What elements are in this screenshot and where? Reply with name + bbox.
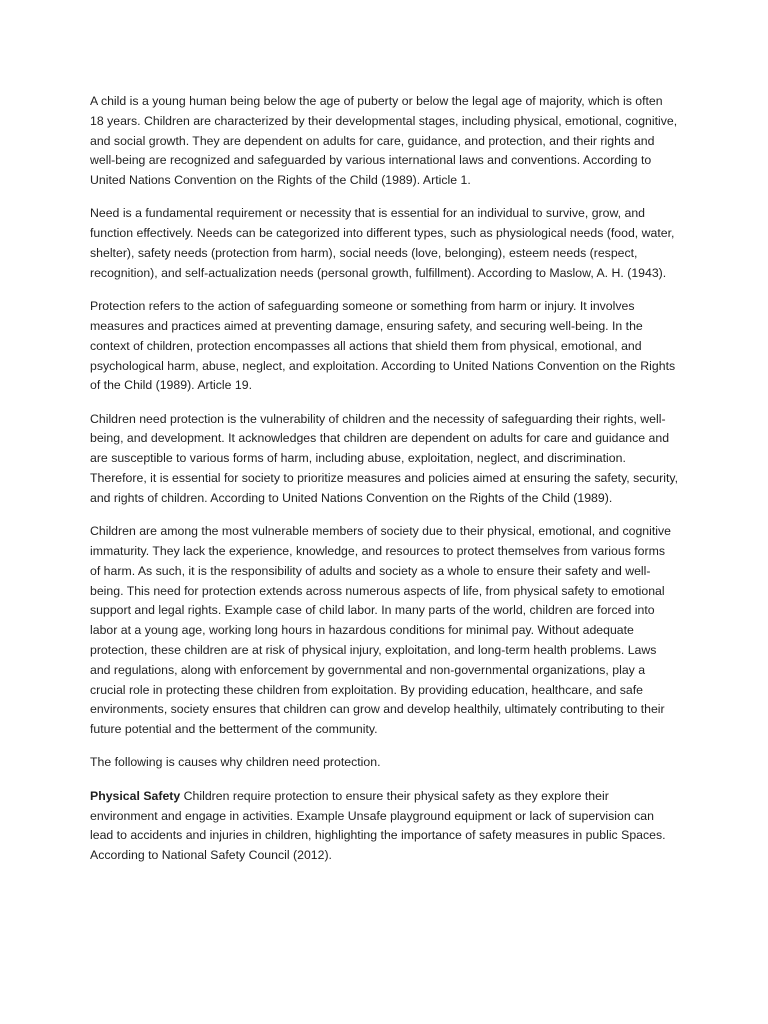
paragraph-child-definition: A child is a young human being below the age of puberty or below the legal age of majority, which is often 18 years. Children are characterized by their developmental stages, including physical, emotional, cognitive, and social growth. They are dependent on adults for care, guidance, and protection, and their rights and well-being are recognized and safeguarded by various international laws and conventions. According to United Nations Convention on the Rights of the Child (1989). Article 1.	[90, 94, 678, 188]
paragraph-protection-definition: Protection refers to the action of safeguarding someone or something from harm or injury. It involves measures and practices aimed at preventing damage, ensuring safety, and securing well-being. In the context of children, protection encompasses all actions that shield them from physical, emotional, and psychological harm, abuse, neglect, and exploitation. According to United Nations Convention on the Rights of the Child (1989). Article 19.	[90, 299, 676, 393]
physical-safety-text: Children require protection to ensure their physical safety as they explore their environment and engage in activities. Example Unsafe playground equipment or lack of supervision can lead to accidents and injuries in children, highlighting the importance of safety measures in public Spaces. According to National Safety Council (2012).	[90, 788, 666, 863]
document-page	[90, 92, 678, 879]
physical-safety-heading: Physical Safety	[90, 788, 181, 803]
paragraph-need-definition: Need is a fundamental requirement or necessity that is essential for an individual to survive, grow, and function effectively. Needs can be categorized into different types, such as physiological needs (food, water, shelter), safety needs (protection from harm), social needs (love, belonging), esteem needs (respect, recognition), and self-actualization needs (personal growth, fulfillment). According to Maslow, A. H. (1943).	[90, 206, 675, 280]
paragraph-physical-safety	[90, 787, 678, 866]
paragraph-causes-intro: The following is causes why children need protection.	[90, 755, 381, 770]
paragraph-children-need-protection: Children need protection is the vulnerability of children and the necessity of safeguarding their rights, well-being, and development. It acknowledges that children are dependent on adults for care and guidance and are susceptible to various forms of harm, including abuse, exploitation, neglect, and discrimination. Therefore, it is essential for society to prioritize measures and policies aimed at ensuring the safety, security, and rights of children. According to United Nations Convention on the Rights of the Child (1989).	[90, 411, 679, 505]
paragraph-vulnerability: Children are among the most vulnerable members of society due to their physical, emotional, and cognitive immaturity. They lack the experience, knowledge, and resources to protect themselves from various forms of harm. As such, it is the responsibility of adults and society as a whole to ensure their safety and well-being. This need for protection extends across numerous aspects of life, from physical safety to emotional support and legal rights. Example case of child labor. In many parts of the world, children are forced into labor at a young age, working long hours in hazardous conditions for minimal pay. Without adequate protection, these children are at risk of physical injury, exploitation, and long-term health problems. Laws and regulations, along with enforcement by governmental and non-governmental organizations, play a crucial role in protecting these children from exploitation. By providing education, healthcare, and safe environments, society ensures that children can grow and develop healthily, ultimately contributing to their future potential and the betterment of the community.	[90, 524, 671, 737]
